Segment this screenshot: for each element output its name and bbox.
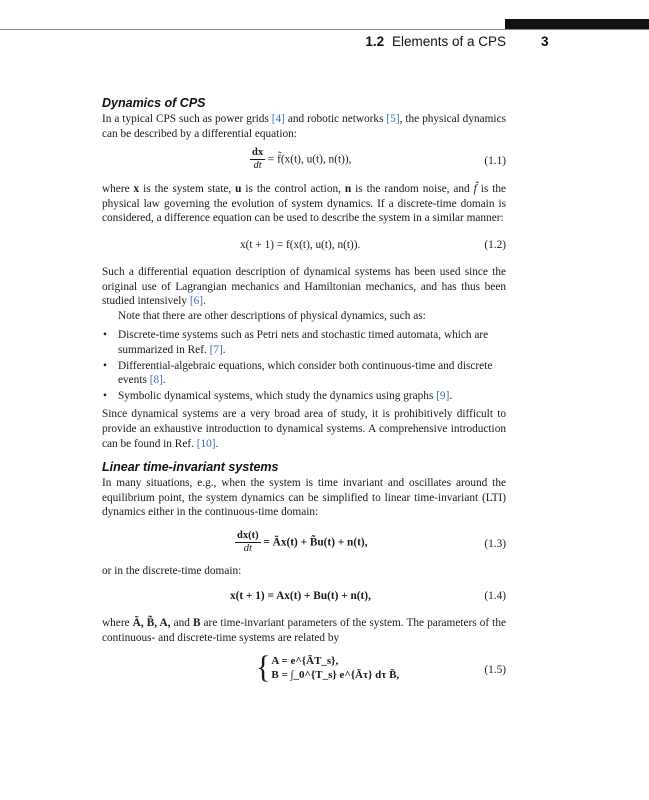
paragraph-parameters: where Ã, B̃, A, and B are time-invariant parameters of the system. The parameters of the continuous- and discrete-time systems are related by <box>102 617 506 645</box>
citation-link[interactable]: [7] <box>209 343 223 356</box>
paragraph-other-descriptions: Note that there are other descriptions of physical dynamics, such as: <box>118 309 426 322</box>
equation-rhs: = f̃(x(t), u(t), n(t)), <box>265 153 352 166</box>
heading-lti: Linear time-invariant systems <box>102 460 279 475</box>
equation-1-5 <box>102 649 506 692</box>
equation-label: (1.4) <box>484 590 506 603</box>
heading-dynamics: Dynamics of CPS <box>102 96 206 110</box>
list-item: • Discrete-time systems such as Petri nets and stochastic timed automata, which are summarized in Ref. [7]. <box>102 328 506 357</box>
page-number: 3 <box>541 34 549 49</box>
equation-rhs: = Ãx(t) + B̃u(t) + n(t), <box>260 536 368 549</box>
equation-1-1 <box>102 145 506 179</box>
list-item: • Symbolic dynamical systems, which study the dynamics using graphs [9]. <box>102 389 506 404</box>
paragraph-state-definition: where x is the system state, u is the control action, n is the random noise, and f̃ is the physical law governing the evolution of system dynamics. If a discrete-time domain is considered, a difference equation can be used to describe the system in a similar manner: <box>102 183 506 225</box>
citation-link[interactable]: [6] <box>189 295 204 308</box>
list-item: • Differential-algebraic equations, which consider both continuous-time and discrete events [8]. <box>102 359 506 388</box>
equation-label: (1.3) <box>484 537 506 550</box>
equation-expression: x(t + 1) = Ax(t) + Bu(t) + n(t), <box>230 590 371 603</box>
equation-1-2 <box>102 239 506 255</box>
equation-brace: { <box>256 649 271 685</box>
citation-link[interactable]: [4] <box>271 113 285 125</box>
bullet-list <box>102 328 506 403</box>
citation-link[interactable]: [10] <box>196 437 216 450</box>
equation-fraction: $\frac{dx}{dt}$ <box>252 147 264 172</box>
paragraph-dynamics-intro: In a typical CPS such as power grids [4] and robotic networks [5], the physical dynamics can be described by a differential equation: <box>102 113 506 140</box>
equation-system: A = e^{ÃT_s}, B = ∫_0^{T_s} e^{Ãτ} dτ B̃, <box>271 654 400 681</box>
paragraph-history: Such a differential equation description of dynamical systems has been used since the original use of Lagrangian mechanics and Hamiltonian mechanics, and has thus been studied intensively [6]. <box>102 265 506 308</box>
running-head <box>365 34 506 49</box>
header-rule <box>0 29 649 30</box>
equation-label: (1.5) <box>484 663 506 676</box>
paragraph-discrete-domain: or in the discrete-time domain: <box>102 564 242 577</box>
section-number: 1.2 <box>365 34 385 49</box>
equation-label: (1.1) <box>484 155 506 168</box>
citation-link[interactable]: [9] <box>436 389 450 402</box>
equation-label: (1.2) <box>484 238 506 251</box>
citation-link[interactable]: [5] <box>386 113 400 125</box>
equation-fraction: $\frac{dx(t)}{dt}$ <box>237 529 259 554</box>
section-title: Elements of a CPS <box>391 34 506 49</box>
page-body <box>102 96 506 692</box>
paragraph-broad-area: Since dynamical systems are a very broad area of study, it is prohibitively difficult to provide an exhaustive introduction to dynamical systems. A comprehensive introduction can be found in Ref. [10]. <box>102 408 506 450</box>
paragraph-lti-intro: In many situations, e.g., when the system is time invariant and oscillates around the equilibrium point, the system dynamics can be simplified to linear time-invariant (LTI) dynamics either in the continuous-time domain: <box>102 477 506 519</box>
equation-expression: x(t + 1) = f(x(t), u(t), n(t)). <box>240 238 361 251</box>
equation-1-4 <box>102 590 506 606</box>
equation-1-3 <box>102 528 506 562</box>
citation-link[interactable]: [8] <box>149 374 163 387</box>
